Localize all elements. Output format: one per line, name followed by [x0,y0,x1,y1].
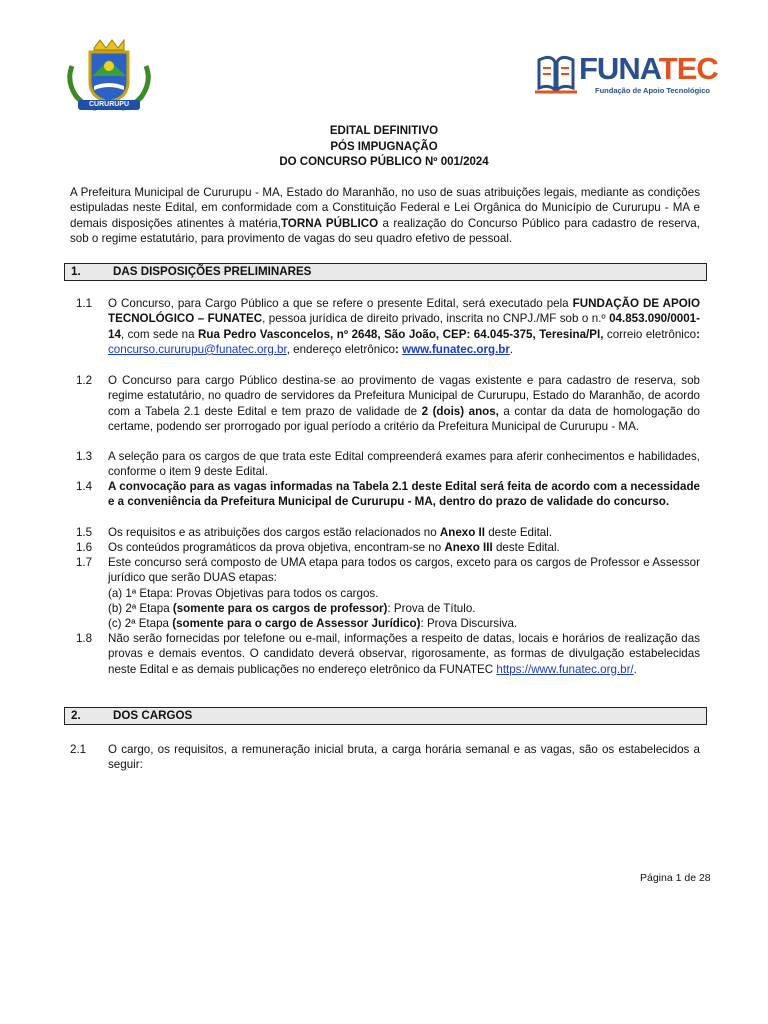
section-title: DAS DISPOSIÇÕES PRELIMINARES [113,265,312,278]
clause-number: 1.2 [75,374,93,387]
clause-number: 1.3 [75,450,93,463]
clause-number: 2.1 [70,743,87,756]
section-header-1 [64,263,707,281]
municipal-crest-logo [64,36,154,116]
title-line-2: PÓS IMPUGNAÇÃO [330,140,438,153]
crest-label: CURURUPU [88,101,130,108]
email-link[interactable]: concurso.cururupu@funatec.org.br [108,342,287,356]
title-line-3: DO CONCURSO PÚBLICO Nº 001/2024 [279,156,489,168]
clause-number: 1.5 [75,526,93,539]
intro-paragraph [70,185,700,246]
intro-text-b: a realização do Concurso Público para cadastro de reserva, sob o regime estatutário, para provimento de vagas do seu quadro efetivo de pessoal. [70,216,700,245]
clause-number: 1.6 [75,541,93,554]
clause-body: Os conteúdos programáticos da prova objetiva, encontram-se no Anexo III deste Edital. [108,541,560,554]
intro-text-a: A Prefeitura Municipal de Cururupu - MA, Estado do Maranhão, no uso de suas atribuições legais, mediante as condições estipuladas neste Edital, em conformidade com a Constituição Federal e Lei Orgânica do Município de Cururupu - MA e demais disposições atinentes à matéria, [70,186,700,230]
funatec-url-link[interactable]: https://www.funatec.org.br/ [496,662,634,676]
website-link[interactable]: www.funatec.org.br [402,342,510,356]
clause-body: Os requisitos e as atribuições dos cargos estão relacionados no Anexo II deste Edital. [108,526,553,539]
clause-number: 1.1 [75,297,93,310]
clause-body: O Concurso para cargo Público destina-se ao provimento de vagas existente e para cadastro de reserva, sob regime estatutário, no quadro de servidores da Prefeitura Municipal de Cururupu, Estado do Maranhão, de acordo com a Tabela 2.1 deste Edital e tem prazo de validade de 2 (dois) anos, a contar da data de homologação do certame, podendo ser prorrogado por igual período a critério da Prefeitura Municipal de Cururupu - MA. [108,374,700,433]
clause-body: Não serão fornecidas por telefone ou e-mail, informações a respeito de datas, locais e horários de realização das provas e demais eventos. O candidato deverá observar, rigorosamente, as formas de divulgação estabelecidas neste Edital e as demais publicações no endereço eletrônico da FUNATEC https://www.funatec.org.br/. [108,632,700,676]
clause-number: 1.7 [75,556,93,569]
clause-body: O cargo, os requisitos, a remuneração inicial bruta, a carga horária semanal e as vagas, são os estabelecidos a seguir: [108,743,700,772]
page-number: Página 1 de 28 [640,872,711,884]
sub-item-b: (b) 2ª Etapa (somente para os cargos de professor): Prova de Título. [108,601,476,615]
brand-fun: FUNA [579,51,659,86]
clause-number: 1.8 [75,632,93,645]
sub-item-a: (a) 1ª Etapa: Provas Objetivas para todos os cargos. [108,586,379,600]
clause-body: A convocação para as vagas informadas na Tabela 2.1 deste Edital será feita de acordo com a necessidade e a conveniência da Prefeitura Municipal de Cururupu - MA, dentro do prazo de validade do concurso. [108,480,700,509]
clause-number: 1.4 [75,480,93,493]
section-title: DOS CARGOS [113,709,193,722]
title-line-1: EDITAL DEFINITIVO [329,125,439,137]
intro-bold: TORNA PÚBLICO [280,216,379,230]
sub-item-c: (c) 2ª Etapa (somente para o cargo de Assessor Jurídico): Prova Discursiva. [108,617,518,631]
funatec-wordmark [579,52,718,86]
section-number: 1. [71,265,81,278]
clause-body: O Concurso, para Cargo Público a que se refere o presente Edital, será executado pela FUNDAÇÃO DE APOIO TECNOLÓGICO – FUNATEC, pessoa jurídica de direito privado, inscrita no CNPJ./MF sob o n.º 04.853.090/0001-14, com sede na Rua Pedro Vasconcelos, nº 2648, São João, CEP: 64.045-375, Teresina/PI, correio eletrônico: concurso.cururupu@funatec.org.br, endereço eletrônico: www.funatec.org.br. [108,297,700,356]
section-number: 2. [71,709,81,722]
section-header-2 [64,707,707,725]
brand-tec: TEC [658,51,718,86]
clause-body: Este concurso será composto de UMA etapa para todos os cargos, exceto para os cargos de Professor e Assessor jurídico que serão DUAS etapas: (a) 1ª Etapa: Provas Objetivas para todos os cargos. (b) 2ª Etapa (somente para os cargos de professor): Prova de Título. (c) 2ª Etapa (somente para o cargo de Assessor Jurídico): Prova Discursiva. [108,556,700,631]
brand-subtitle: Fundação de Apoio Tecnológico [595,86,711,95]
document-title [0,124,768,171]
clause-body: A seleção para os cargos de que trata este Edital compreenderá exames para aferir conhecimentos e habilidades, conforme o item 9 deste Edital. [108,450,700,479]
book-icon [533,50,579,96]
funatec-logo [533,50,718,100]
